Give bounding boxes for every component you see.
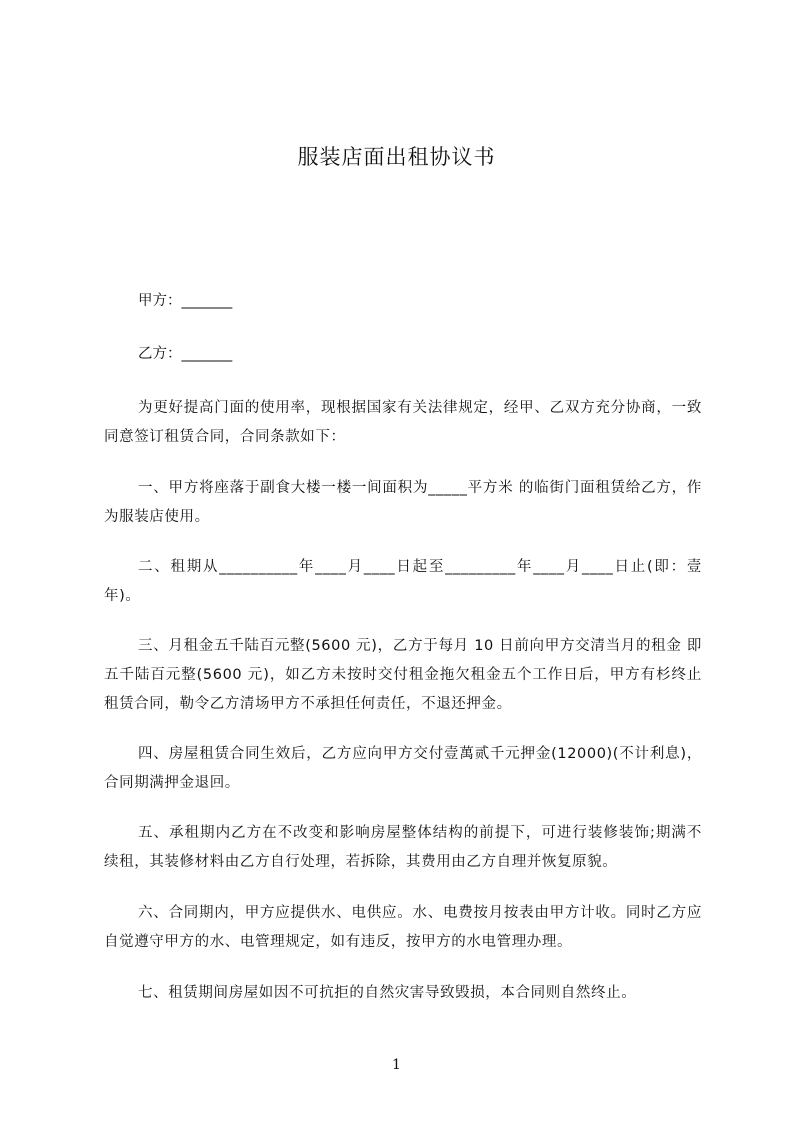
party-b-line: 乙方：_______ <box>138 346 233 362</box>
document-title: 服装店面出租协议书 <box>297 145 496 169</box>
clause-7: 七、租赁期间房屋如因不可抗拒的自然灾害导致毁损，本合同则自然终止。 <box>138 985 637 1001</box>
party-a-line: 甲方：_______ <box>138 293 233 309</box>
clause-3: 三、月租金五千陆百元整(5600 元)，乙方于每月 10 日前向甲方交清当月的租金 即五千陆百元整(5600 元)，如乙方未按时交付租金拖欠租金五个工作日后，甲方有杉终止租赁合同，勒令乙方清场甲方不承担任何责任，不退还押金。 <box>104 638 702 712</box>
intro-paragraph: 为更好提高门面的使用率，现根据国家有关法律规定，经甲、乙双方充分协商，一致同意签订租赁合同，合同条款如下： <box>104 400 702 445</box>
page-number: 1 <box>392 1057 401 1073</box>
clause-4: 四、房屋租赁合同生效后，乙方应向甲方交付壹萬贰千元押金(12000)(不计利息)，合同期满押金退回。 <box>104 746 702 791</box>
clause-2: 二、租期从__________年____月____日起至_________年____月____日止(即：壹年)。 <box>104 559 702 604</box>
clause-6: 六、合同期内，甲方应提供水、电供应。水、电费按月按表由甲方计收。同时乙方应自觉遵守甲方的水、电管理规定，如有违反，按甲方的水电管理办理。 <box>104 905 702 950</box>
clause-1: 一、甲方将座落于副食大楼一楼一间面积为_____平方米 的临街门面租赁给乙方，作为服装店使用。 <box>104 480 702 525</box>
clause-5: 五、承租期内乙方在不改变和影响房屋整体结构的前提下，可进行装修装饰;期满不续租，其装修材料由乙方自行处理，若拆除，其费用由乙方自理并恢复原貌。 <box>104 825 702 870</box>
